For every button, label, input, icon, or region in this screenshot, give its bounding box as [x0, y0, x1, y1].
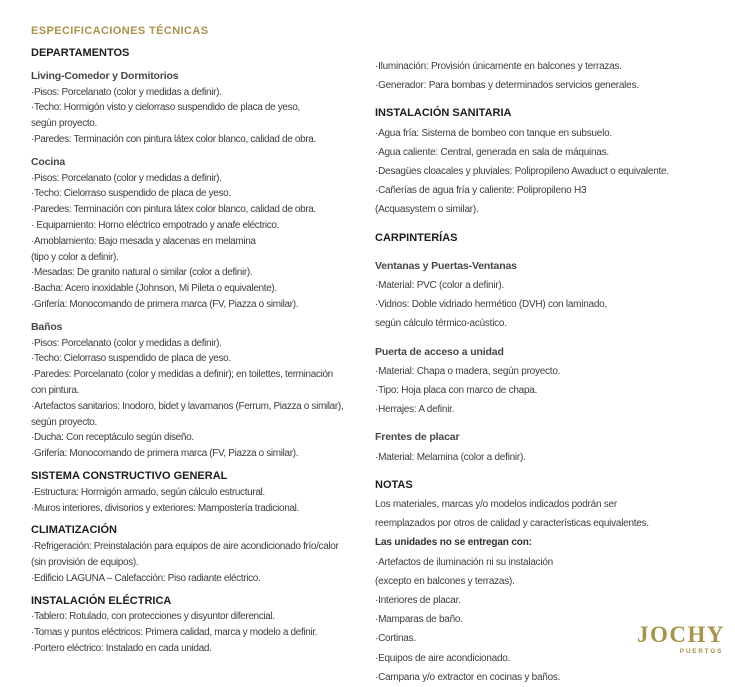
spec-line: ·Material: Melamina (color a definir). [375, 451, 526, 463]
spec-line: ·Cortinas. [375, 633, 416, 645]
spec-line: ·Pisos: Porcelanato (color y medidas a definir). [31, 172, 222, 184]
spec-line: · Equipamiento: Horno eléctrico empotrado y anafe eléctrico. [31, 219, 280, 231]
spec-line: ·Ducha: Con receptáculo según diseño. [31, 432, 194, 444]
spec-line: ·Campana y/o extractor en cocinas y baños. [375, 671, 561, 683]
spec-line: (tipo y color a definir). [31, 251, 119, 263]
spec-line: según cálculo térmico-acústico. [375, 318, 507, 330]
subsection-heading: Frentes de placar [375, 431, 460, 444]
spec-line: ·Material: PVC (color a definir). [375, 280, 505, 292]
spec-line: con pintura. [31, 384, 80, 396]
spec-line: (Acquasystem o similar). [375, 204, 479, 216]
spec-line: ·Interiores de placar. [375, 595, 461, 607]
spec-line: ·Pisos: Porcelanato (color y medidas a definir). [31, 86, 222, 98]
spec-line: ·Refrigeración: Preinstalación para equipos de aire acondicionado frío/calor [31, 541, 339, 553]
section-heading: INSTALACIÓN SANITARIA [375, 107, 512, 120]
spec-line: ·Material: Chapa o madera, según proyecto. [375, 365, 561, 377]
spec-line: ·Paredes: Terminación con pintura látex color blanco, calidad de obra. [31, 204, 316, 216]
spec-line: ·Herrajes: A definir. [375, 404, 455, 416]
spec-line: ·Bacha: Acero inoxidable (Johnson, Mi Pileta o equivalente). [31, 283, 277, 295]
spec-line: ·Artefactos sanitarios: Inodoro, bidet y lavamanos (Ferrum, Piazza o similar), [31, 400, 344, 412]
spec-line: ·Vidrios: Doble vidriado hermético (DVH) con laminado, [375, 299, 607, 311]
spec-line: Las unidades no se entregan con: [375, 537, 532, 549]
spec-line: Los materiales, marcas y/o modelos indicados podrán ser [375, 499, 617, 511]
spec-line: ·Mamparas de baño. [375, 614, 463, 626]
left-column [31, 46, 375, 657]
subsection-heading: Cocina [31, 155, 66, 168]
right-column [375, 46, 725, 687]
spec-line: ·Pisos: Porcelanato (color y medidas a definir). [31, 337, 222, 349]
logo-tagline: PUERTOS [679, 648, 723, 655]
spec-line: ·Techo: Cielorraso suspendido de placa de yeso. [31, 188, 231, 200]
spec-line: ·Artefactos de iluminación ni su instalación [375, 556, 553, 568]
spec-line: ·Grifería: Monocomando de primera marca (FV, Piazza o similar). [31, 448, 299, 460]
page-title: ESPECIFICACIONES TÉCNICAS [31, 25, 209, 37]
spec-line: reemplazados por otros de calidad y características equivalentes. [375, 518, 649, 530]
spec-line: (excepto en balcones y terrazas). [375, 575, 515, 587]
spec-line: ·Paredes: Porcelanato (color y medidas a definir); en toilettes, terminación [31, 369, 333, 381]
spec-line: ·Equipos de aire acondicionado. [375, 652, 511, 664]
spec-line: ·Tipo: Hoja placa con marco de chapa. [375, 385, 538, 397]
spec-line: ·Edificio LAGUNA – Calefacción: Piso radiante eléctrico. [31, 572, 261, 584]
spec-line: ·Desagües cloacales y pluviales: Polipropileno Awaduct o equivalente. [375, 166, 669, 178]
section-heading: INSTALACIÓN ELÉCTRICA [31, 594, 172, 607]
spec-line: ·Estructura: Hormigón armado, según cálculo estructural. [31, 486, 265, 498]
section-heading: CLIMATIZACIÓN [31, 524, 117, 537]
spec-line: según proyecto. [31, 118, 97, 130]
spec-line: según proyecto. [31, 416, 97, 428]
section-heading: SISTEMA CONSTRUCTIVO GENERAL [31, 469, 228, 482]
subsection-heading: Baños [31, 320, 63, 333]
spec-line: ·Tomas y puntos eléctricos: Primera calidad, marca y modelo a definir. [31, 627, 318, 639]
subsection-heading: Living-Comedor y Dormitorios [31, 69, 179, 82]
spec-line: ·Tablero: Rotulado, con protecciones y disyuntor diferencial. [31, 611, 275, 623]
two-column-layout [31, 46, 735, 687]
section-heading: CARPINTERÍAS [375, 231, 458, 244]
spec-line: ·Paredes: Terminación con pintura látex color blanco, calidad de obra. [31, 133, 316, 145]
section-heading: DEPARTAMENTOS [31, 47, 130, 59]
subsection-heading: Puerta de acceso a unidad [375, 345, 504, 358]
spec-line: ·Techo: Hormigón visto y cielorraso suspendido de placa de yeso, [31, 102, 300, 114]
spec-line: ·Portero eléctrico: Instalado en cada unidad. [31, 642, 212, 654]
brand-logo [637, 623, 725, 655]
spec-line: ·Agua caliente: Central, generada en sala de máquinas. [375, 146, 609, 158]
section-heading: NOTAS [375, 478, 413, 491]
spec-line: ·Mesadas: De granito natural o similar (color a definir). [31, 267, 253, 279]
spec-line: ·Agua fría: Sistema de bombeo con tanque en subsuelo. [375, 127, 612, 139]
spec-line: ·Iluminación: Provisión únicamente en balcones y terrazas. [375, 61, 622, 72]
spec-line: ·Muros interiores, divisorios y exteriores: Mampostería tradicional. [31, 502, 299, 514]
spec-line: ·Amoblamiento: Bajo mesada y alacenas en melamina [31, 235, 256, 247]
spec-line: ·Techo: Cielorraso suspendido de placa de yeso. [31, 353, 231, 365]
spec-line: ·Generador: Para bombas y determinados servicios generales. [375, 80, 639, 92]
spec-line: ·Grifería: Monocomando de primera marca (FV, Piazza o similar). [31, 298, 299, 310]
spec-line: (sin provisión de equipos). [31, 556, 139, 568]
logo-wordmark: JOCHY [637, 622, 725, 647]
spec-line: ·Cañerías de agua fría y caliente: Polipropileno H3 [375, 185, 587, 197]
subsection-heading: Ventanas y Puertas-Ventanas [375, 259, 517, 272]
